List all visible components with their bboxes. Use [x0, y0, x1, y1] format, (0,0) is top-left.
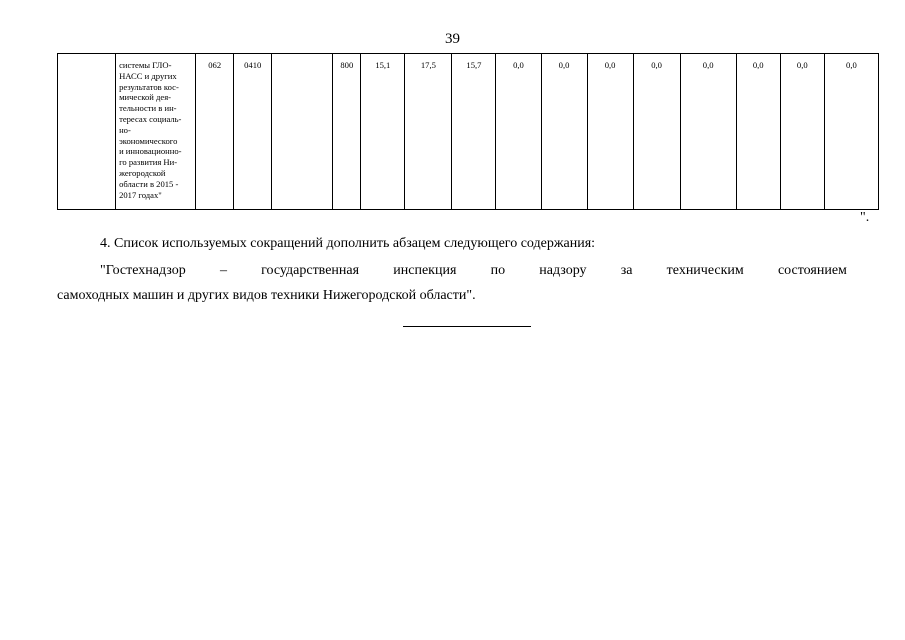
name-line: мической дея- — [119, 92, 172, 103]
ministry-code-cell: 062 — [196, 54, 234, 210]
definition-word: по — [490, 263, 506, 278]
empty-number-cell — [58, 54, 116, 210]
name-line: результатов кос- — [119, 81, 179, 92]
definition-word: инспекция — [393, 263, 457, 278]
budget-table-continuation — [57, 53, 879, 210]
name-line: жегородской — [119, 167, 166, 178]
value-cell: 0,0 — [780, 54, 824, 210]
value-cell: 0,0 — [633, 54, 680, 210]
target-article-cell — [272, 54, 333, 210]
table-row — [58, 54, 879, 210]
name-line: и инновационно- — [119, 146, 182, 157]
value-cell: 0,0 — [680, 54, 736, 210]
definition-word: надзору — [539, 263, 587, 278]
value-cell: 0,0 — [496, 54, 541, 210]
definition-word: за — [620, 263, 633, 278]
name-line: области в 2015 - — [119, 178, 179, 189]
name-line: экономического — [119, 135, 178, 146]
program-name-cell — [116, 54, 196, 210]
definition-line-1 — [100, 262, 847, 280]
definition-word: – — [219, 263, 227, 278]
definition-word: состоянием — [777, 263, 847, 278]
value-cell: 0,0 — [541, 54, 587, 210]
page-number: 39 — [445, 31, 460, 47]
value-cell: 17,5 — [405, 54, 452, 210]
value-cell: 15,1 — [361, 54, 405, 210]
definition-word: "Гостехнадзор — [100, 263, 186, 278]
value-cell: 0,0 — [824, 54, 878, 210]
name-line: 2017 годах" — [119, 189, 162, 200]
definition-line-2: самоходных машин и других видов техники Нижегородской области". — [57, 288, 476, 303]
name-line: го развития Ни- — [119, 157, 178, 168]
name-line: тельности в ин- — [119, 103, 177, 114]
value-cell: 0,0 — [587, 54, 633, 210]
end-rule-divider — [403, 326, 531, 327]
definition-word: государственная — [261, 263, 360, 278]
name-line: но- — [119, 124, 131, 135]
closing-quote-mark: ". — [860, 210, 870, 225]
definition-word: техническим — [666, 263, 744, 278]
section-code-cell: 0410 — [234, 54, 272, 210]
value-cell: 0,0 — [736, 54, 780, 210]
value-cell: 15,7 — [452, 54, 496, 210]
name-line: НАСС и других — [119, 70, 177, 81]
paragraph-4: 4. Список используемых сокращений дополнить абзацем следующего содержания: — [100, 236, 596, 251]
name-line: тересах социаль- — [119, 113, 182, 124]
expense-type-cell: 800 — [333, 54, 361, 210]
name-line: системы ГЛО- — [119, 60, 172, 70]
